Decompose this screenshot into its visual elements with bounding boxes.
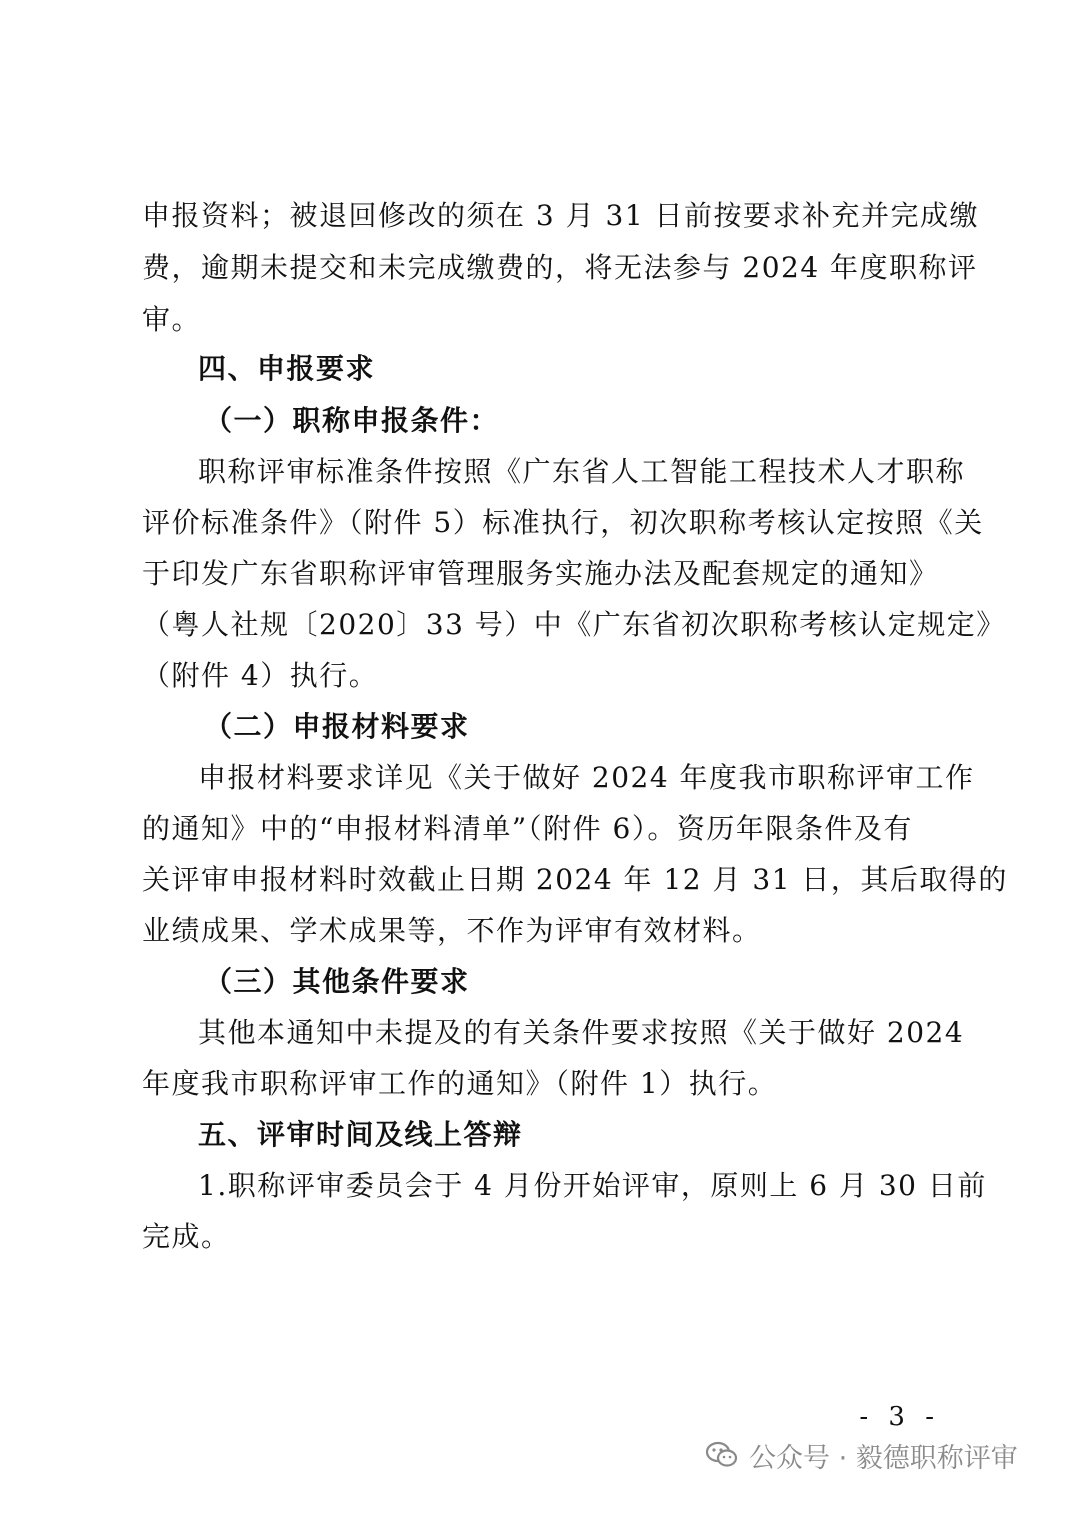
subheading-materials: （二）申报材料要求 <box>204 710 470 743</box>
watermark <box>705 1430 1018 1480</box>
page-number: - 3 - <box>859 1402 940 1432</box>
text-line: 其他本通知中未提及的有关条件要求按照《关于做好 2024 <box>198 1016 965 1049</box>
wechat-icon <box>705 1440 739 1470</box>
text-line: 于印发广东省职称评审管理服务实施办法及配套规定的通知》 <box>142 557 939 590</box>
subheading-other: （三）其他条件要求 <box>204 965 470 998</box>
subheading-conditions: （一）职称申报条件： <box>204 404 500 437</box>
text-line: 关评审申报材料时效截止日期 2024 年 12 月 31 日，其后取得的 <box>142 863 1008 896</box>
text-line: 完成。 <box>142 1220 231 1253</box>
text-line: 评价标准条件》（附件 5）标准执行，初次职称考核认定按照《关 <box>142 506 984 539</box>
section-heading-5: 五、评审时间及线上答辩 <box>198 1118 523 1151</box>
text-line: 1.职称评审委员会于 4 月份开始评审，原则上 6 月 30 日前 <box>198 1169 987 1202</box>
text-line: 业绩成果、学术成果等，不作为评审有效材料。 <box>142 914 762 947</box>
text-line: 的通知》中的“申报材料清单”（附件 6）。资历年限条件及有 <box>142 812 913 845</box>
text-line: （粤人社规〔2020〕33 号）中《广东省初次职称考核认定规定》 <box>142 608 1006 641</box>
text-line: 职称评审标准条件按照《广东省人工智能工程技术人才职称 <box>198 455 966 488</box>
text-line: 年度我市职称评审工作的通知》（附件 1）执行。 <box>142 1067 778 1100</box>
section-heading-4: 四、申报要求 <box>198 352 376 385</box>
text-line: （附件 4）执行。 <box>142 659 379 692</box>
text-line: 费，逾期未提交和未完成缴费的，将无法参与 2024 年度职称评 <box>142 251 978 284</box>
watermark-text: 公众号 · 毅德职称评审 <box>749 1442 1018 1474</box>
text-line: 申报资料；被退回修改的须在 3 月 31 日前按要求补充并完成缴 <box>142 199 980 232</box>
text-line: 申报材料要求详见《关于做好 2024 年度我市职称评审工作 <box>198 761 975 794</box>
text-line: 审。 <box>142 303 202 336</box>
